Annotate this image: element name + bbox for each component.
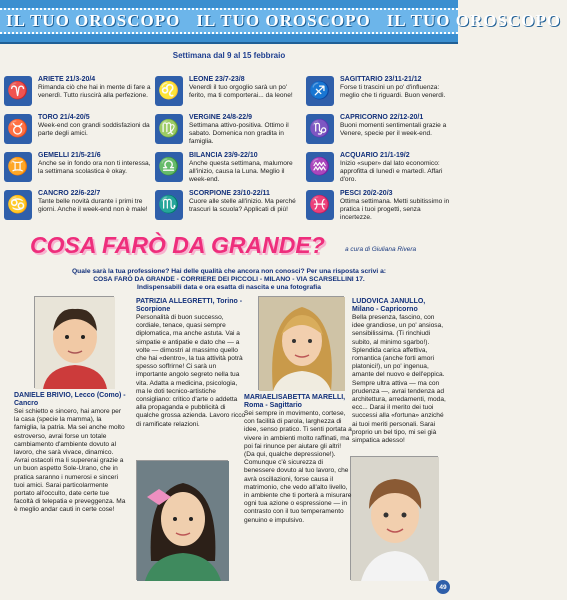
profile-mariaelisabetta (244, 394, 352, 525)
sign-name: SCORPIONE 23/10-22/11 (189, 190, 270, 197)
person-name: DANIELE BRIVIO, Lecco (Como) - Cancro (14, 392, 126, 407)
sign-text: Ottima settimana. Metti subitissimo in pratica i tuoi progetti, senza incertezze. (340, 198, 450, 221)
sign-name: ARIETE 21/3-20/4 (38, 76, 96, 83)
intro-block (20, 268, 438, 292)
archer-icon: ♐ (306, 76, 334, 106)
sign-toro (4, 114, 154, 148)
headline: COSA FARÒ DA GRANDE? (30, 232, 325, 258)
intro-line-1: Quale sarà la tua professione? Hai delle qualità che ancora non conosci? Per una risposta scrivi a: (71, 268, 387, 275)
sign-text: Cuore alle stelle all'inizio. Ma perché trascuri la scuola? Applicati di più! (189, 198, 296, 213)
week-range: Settimana dal 9 al 15 febbraio (172, 51, 286, 60)
sign-bilancia (155, 152, 305, 186)
sign-name: GEMELLI 21/5-21/6 (38, 152, 101, 159)
portrait-boy-icon (35, 297, 115, 389)
sign-text: Settimana attivo-positiva. Ottimo il sabato. Domenica non gradita in famiglia. (189, 122, 289, 145)
sign-name: PESCI 20/2-20/3 (340, 190, 393, 197)
profile-ludovica (352, 298, 448, 445)
banner-title-2: IL TUO OROSCOPO (196, 11, 371, 30)
sign-capricorno (306, 114, 456, 148)
sign-name: BILANCIA 23/9-22/10 (189, 152, 258, 159)
person-text: Bella presenza, fascino, con idee grandiose, un po' ansiosa, sensibilissima. (Ti rinchiudi subito, al minimo sgarbo!). Splendida carica affettiva, romantica (anche forti amori platonici!), un po' ingenua, amante del nuovo e dell'eppica. Sempre ultra attiva — ma con prudenza —, avrai tendenza ad architettura, arredamenti, moda, ecc... Darai il merito dei tuoi successi alla «fortuna» anziché ai tuoi meriti personali. Sarai proprio un bel tipo, mi sei già simpatica adesso! (352, 314, 446, 445)
bull-icon: ♉ (4, 114, 32, 144)
sign-name: SAGITTARIO 23/11-21/12 (340, 76, 422, 83)
sign-name: VERGINE 24/8-22/9 (189, 114, 253, 121)
intro-line-2: COSA FARÒ DA GRANDE - CORRIERE DEI PICCOLI - MILANO - VIA SCARSELLINI 17. (93, 276, 365, 283)
page-number: 49 (436, 580, 450, 594)
sign-vergine (155, 114, 305, 148)
person-name: LUDOVICA JANULLO, Milano - Capricorno (352, 298, 426, 313)
person-name: PATRIZIA ALLEGRETTI, Torino - Scorpione (136, 298, 243, 313)
profile-patrizia (136, 298, 248, 429)
photo-ludovica (350, 456, 438, 580)
portrait-child-icon (351, 457, 439, 581)
person-name: MARIAELISABETTA MARELLI, Roma - Sagittario (244, 394, 346, 409)
sign-name: CANCRO 22/6-22/7 (38, 190, 101, 197)
portrait-girl-icon (259, 297, 345, 391)
banner-strip (0, 8, 562, 34)
sign-scorpione (155, 190, 305, 224)
sign-name: ACQUARIO 21/1-19/2 (340, 152, 410, 159)
sign-name: TORO 21/4-20/5 (38, 114, 90, 121)
portrait-girl-bow-icon (137, 461, 229, 581)
person-text: Personalità di buon successo, cordiale, tenace, quasi sempre diplomatica, ma anche astuta. Vai a simpatie e antipatie e dato che — a volte — dimostri al massimo quello che hai «dentro», la tua attività potrà spesso soffrirne! Ci sarà un importante angolo segreto nella tua vita. Adatta a medicina, psicologia, ma le doti tecnico-artistiche consigliano: critico d'arte o addetta alla propaganda e pubblicità di qualche grossa azienda. Lavoro ricco di ramificate relazioni. (136, 314, 246, 428)
sign-ariete (4, 76, 154, 110)
fish-icon: ♓ (306, 190, 334, 220)
person-text: Sei sempre in movimento, cortese, con facilità di parola, larghezza di idee, senso pratico. Ti senti portata a vivere in ambienti molto raffinati, ma poi fai rinunce per aiutare gli altri! (Da qui, qualche depressione!). Comunque c'è sicurezza di benessere dovuto al tuo lavoro, che avrà oscillazioni, forse causa il matrimonio, che vedo all'alto livello, in ambiente che ti porterà a misurare ogni tua azione o espressione — in contrasto con il tuo temperamento genuino e impulsivo. (244, 410, 352, 524)
horoscope-grid (4, 76, 456, 224)
scorpion-icon: ♏ (155, 190, 183, 220)
sign-text: Anche se in fondo ora non ti interessa, la settimana scolastica è okay. (38, 160, 151, 175)
sign-gemelli (4, 152, 154, 186)
photo-mariaelisabetta (258, 296, 344, 390)
photo-daniele (34, 296, 114, 388)
crab-icon: ♋ (4, 190, 32, 220)
sign-text: Inizio «super» dal lato economico: approfitta di lunedì e martedì. Affari d'oro. (340, 160, 443, 183)
photo-patrizia (136, 460, 228, 580)
sign-name: CAPRICORNO 22/12-20/1 (340, 114, 424, 121)
sign-text: Tante belle novità durante i primi tre giorni. Anche il week-end non è male! (38, 198, 148, 213)
sign-acquario (306, 152, 456, 186)
ram-icon: ♈ (4, 76, 32, 106)
lion-icon: ♌ (155, 76, 183, 106)
sign-pesci (306, 190, 456, 224)
scales-icon: ♎ (155, 152, 183, 182)
sign-text: Forse ti trascini un po' d'influenza: meglio che ti riguardi. Buon venerdì. (340, 84, 446, 99)
banner-title-1: IL TUO OROSCOPO (6, 11, 181, 30)
sign-text: Week-end con grandi soddisfazioni da parte degli amici. (38, 122, 150, 137)
header-banner (0, 0, 562, 44)
sign-leone (155, 76, 305, 110)
sign-text: Venerdì il tuo orgoglio sarà un po' ferito, ma ti comporterai... da leone! (189, 84, 293, 99)
person-text: Sei schietto e sincero, hai amore per la casa (specie la mamma), la famiglia, la patria. Ma sei anche molto estroverso, avrai forse un totale cambiamento d'ambiente dovuto al lavoro, che sarà vivace, dinamico. Avrai ostacoli ma li supererai grazie a un buon aspetto Sole-Urano, che in pratica saranno i numerosi e sinceri tuoi amici. Sarai particolarmente portato all'occulto, date certe tue facoltà di telepatia e preveggenza. Ma è meglio andar cauti in certe cose! (14, 408, 126, 514)
intro-line-3: Indispensabili data e ora esatta di nascita e una fotografia (137, 284, 321, 291)
twins-icon: ♊ (4, 152, 32, 182)
water-bearer-icon: ♒ (306, 152, 334, 182)
virgin-icon: ♍ (155, 114, 183, 144)
sign-cancro (4, 190, 154, 224)
sign-name: LEONE 23/7-23/8 (189, 76, 245, 83)
profile-daniele (14, 392, 126, 515)
banner-title-3: IL TUO OROSCOPO (386, 11, 562, 30)
sign-text: Rimanda ciò che hai in mente di fare a venerdì. Tutto riuscirà alla perfezione. (38, 84, 151, 99)
goat-icon: ♑ (306, 114, 334, 144)
sign-text: Anche questa settimana, malumore all'inizio, causa la Luna. Meglio il week-end. (189, 160, 293, 183)
sign-text: Buoni momenti sentimentali grazie a Venere, specie per il week-end. (340, 122, 447, 137)
byline: a cura di Giuliana Rivera (345, 246, 417, 253)
sign-sagittario (306, 76, 456, 110)
